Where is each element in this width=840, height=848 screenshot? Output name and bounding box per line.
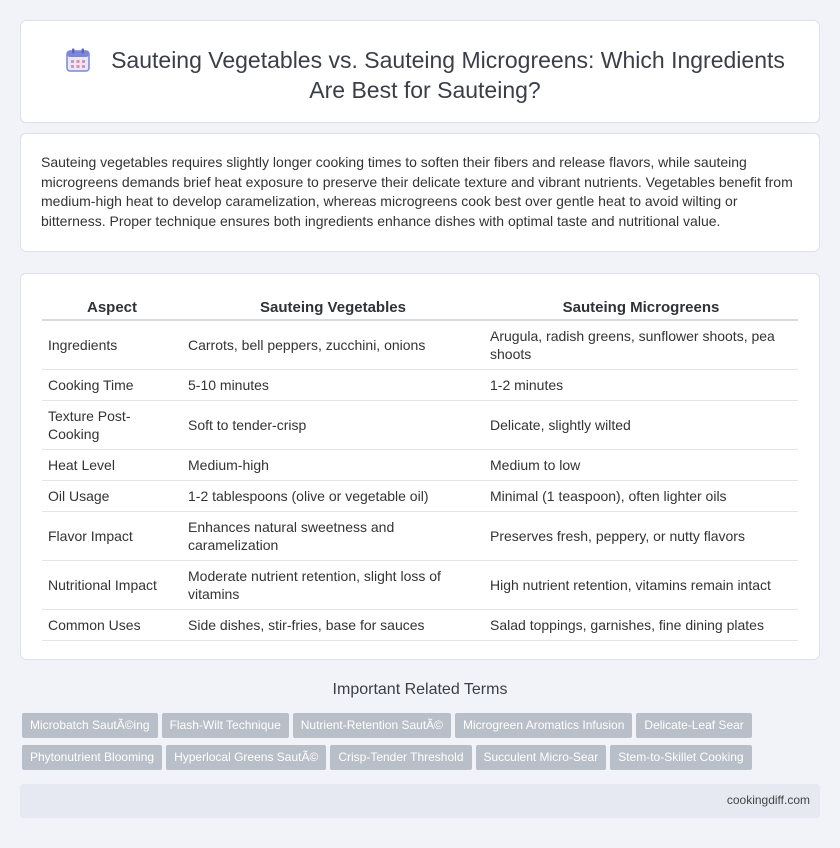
table-row <box>42 400 798 449</box>
table-row <box>42 560 798 609</box>
table-cell: Carrots, bell peppers, zucchini, onions <box>182 320 484 369</box>
table-cell: Ingredients <box>42 320 182 369</box>
table-row <box>42 369 798 400</box>
intro-card <box>20 133 820 252</box>
comparison-table <box>42 296 798 641</box>
header-vegetables: Sauteing Vegetables <box>182 296 484 320</box>
related-term-tag[interactable]: Delicate-Leaf Sear <box>636 713 751 738</box>
table-cell: Arugula, radish greens, sunflower shoots, pea shoots <box>484 320 798 369</box>
footer-site-link[interactable]: cookingdiff.com <box>726 793 810 807</box>
table-cell: Moderate nutrient retention, slight loss of vitamins <box>182 560 484 609</box>
table-cell: Delicate, slightly wilted <box>484 400 798 449</box>
related-term-tag[interactable]: Stem-to-Skillet Cooking <box>610 745 751 770</box>
comparison-card <box>20 273 820 660</box>
related-term-tag[interactable]: Microbatch SautÃ©ing <box>22 713 158 738</box>
table-cell: Common Uses <box>42 609 182 640</box>
tag-row <box>22 745 822 777</box>
table-cell: High nutrient retention, vitamins remain intact <box>484 560 798 609</box>
table-row <box>42 480 798 511</box>
footer <box>20 784 820 818</box>
title-card <box>20 20 820 123</box>
related-term-tag[interactable]: Hyperlocal Greens SautÃ© <box>166 745 326 770</box>
table-cell: Side dishes, stir-fries, base for sauces <box>182 609 484 640</box>
header-microgreens: Sauteing Microgreens <box>484 296 798 320</box>
table-cell: Minimal (1 teaspoon), often lighter oils <box>484 480 798 511</box>
intro-paragraph: Sauteing vegetables requires slightly longer cooking times to soften their fibers and release flavors, while sauteing microgreens demands brief heat exposure to preserve their delicate texture and vibrant nutrients. Vegetables benefit from medium-high heat to develop caramelization, whereas microgreens cook best over gentle heat to avoid wilting or bitterness. Proper technique ensures both ingredients enhance dishes with optimal taste and nutritional value. <box>41 154 793 229</box>
table-row <box>42 609 798 640</box>
table-row <box>42 449 798 480</box>
table-cell: Preserves fresh, peppery, or nutty flavors <box>484 511 798 560</box>
related-term-tag[interactable]: Nutrient-Retention SautÃ© <box>293 713 451 738</box>
table-cell: Soft to tender-crisp <box>182 400 484 449</box>
table-cell: Oil Usage <box>42 480 182 511</box>
header-aspect: Aspect <box>42 296 182 320</box>
related-terms-list <box>22 713 822 777</box>
table-cell: Nutritional Impact <box>42 560 182 609</box>
related-term-tag[interactable]: Crisp-Tender Threshold <box>330 745 471 770</box>
table-cell: Medium-high <box>182 449 484 480</box>
table-cell: 1-2 minutes <box>484 369 798 400</box>
tag-row <box>22 713 822 745</box>
calendar-icon <box>65 47 91 73</box>
table-cell: Medium to low <box>484 449 798 480</box>
table-cell: Salad toppings, garnishes, fine dining plates <box>484 609 798 640</box>
table-cell: Flavor Impact <box>42 511 182 560</box>
related-term-tag[interactable]: Flash-Wilt Technique <box>162 713 289 738</box>
page-title <box>51 45 799 105</box>
table-cell: Enhances natural sweetness and caramelization <box>182 511 484 560</box>
related-terms-title: Important Related Terms <box>332 681 508 698</box>
related-term-tag[interactable]: Microgreen Aromatics Infusion <box>455 713 632 738</box>
table-row <box>42 320 798 369</box>
page-title-text: Sauteing Vegetables vs. Sauteing Microgreens: Which Ingredients Are Best for Sauteing? <box>111 47 785 103</box>
table-cell: Texture Post-Cooking <box>42 400 182 449</box>
related-term-tag[interactable]: Succulent Micro-Sear <box>476 745 607 770</box>
table-cell: 5-10 minutes <box>182 369 484 400</box>
table-cell: Heat Level <box>42 449 182 480</box>
related-term-tag[interactable]: Phytonutrient Blooming <box>22 745 162 770</box>
table-header-row <box>42 296 798 320</box>
table-cell: Cooking Time <box>42 369 182 400</box>
table-cell: 1-2 tablespoons (olive or vegetable oil) <box>182 480 484 511</box>
table-row <box>42 511 798 560</box>
